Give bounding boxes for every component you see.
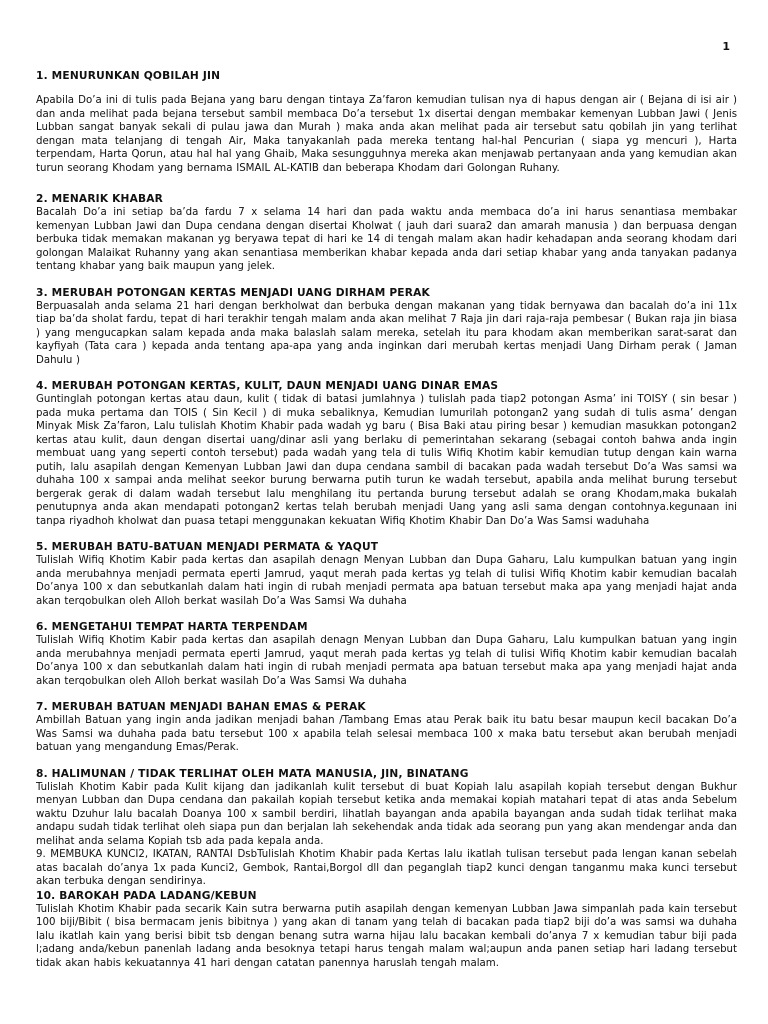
section-heading: 8. HALIMUNAN / TIDAK TERLIHAT OLEH MATA MANUSIA, JIN, BINATANG: [36, 767, 469, 780]
section-body: Tulislah Khotim Khabir pada secarik Kain sutra berwarna putih asapilah dengan kemenyan Lubban Jawa simpanlah pada kain tersebut 100 biji/Bibit ( bisa bermacam jenis bibitnya ) yang akan di tanam yang telah di bacakan pada tiap2 biji do’a was samsi wa duhaha lalu ikatlah kain yang berisi bibit tsb dengan benang sutra warna hijau lalu bacakan kembali do’anya 7 x kemudian tabur biji pada l;adang anda/kebun panenlah ladang anda besoknya tetapi harus tengah malam wal;aupun anda panen setiap hari ladang tersebut tidak akan habis kekuatannya 41 hari dengan catatan panennya haruslah tengah malam.: [36, 903, 737, 969]
section-heading: 1. MENURUNKAN QOBILAH JIN: [36, 70, 221, 82]
section-6: [36, 620, 737, 688]
section-10: [36, 889, 737, 971]
section-body: Tulislah Wifiq Khotim Kabir pada kertas dan asapilah denagn Menyan Lubban dan Dupa Gaharu, Lalu kumpulkan batuan yang ingin anda merubahnya menjadi permata eperti Jamrud, yaqut merah pada kertas yg telah di tulisi Wifiq Khotim kabir kemudian bacalah Do’anya 100 x dan sebutkanlah dalam hati ingin di rubah menjadi permata apa batuan tersebut maka apa yang menjadi hajat anda akan terqobulkan oleh Alloh berkat wasilah Do’a Was Samsi Wa duhaha: [36, 635, 737, 687]
section-heading: 3. MERUBAH POTONGAN KERTAS MENJADI UANG DIRHAM PERAK: [36, 286, 430, 299]
section-body: Bacalah Do’a ini setiap ba’da fardu 7 x selama 14 hari dan pada waktu anda membaca do’a ini harus senantiasa membakar kemenyan Lubban Jawi dan Dupa cendana dengan disertai Kholwat ( jauh dari suara2 dan amarah manusia ) dan berpuasa dengan berbuka tidak memakan makanan yg beryawa tepat di hari ke 14 di tengah malam akan hadir kehadapan anda seorang khodam dari golongan Malaikat Ruhanny yang akan senantiasa memberikan khabar kepada anda dari setiap khabar yang anda tanyakan padanya tentang khabar yang baik maupun yang jelek.: [36, 207, 737, 272]
section-heading: 7. MERUBAH BATUAN MENJADI BAHAN EMAS & PERAK: [36, 701, 366, 713]
section-1: [36, 69, 737, 175]
section-heading: 6. MENGETAHUI TEMPAT HARTA TERPENDAM: [36, 621, 308, 633]
section-body: Berpuasalah anda selama 21 hari dengan berkholwat dan berbuka dengan makanan yang tidak bernyawa dan bacalah do’a ini 11x tiap ba’da sholat fardu, tepat di hari terakhir tengah malam anda akan melihat 7 Raja jin dari raja-raja pembesar ( Bukan raja jin biasa ) yang mengucapkan salam kepada anda maka balaslah salam mereka, setelah itu para khodam akan memberikan sarat-sarat dan kayfiyah (Tata cara ) kepada anda tentang apa-apa yang anda inginkan dari merubah kertas menjadi Uang Dirham perak ( Jaman Dahulu ): [36, 300, 737, 366]
section-body: Guntinglah potongan kertas atau daun, kulit ( tidak di batasi jumlahnya ) tulislah pada tiap2 potongan Asma’ ini TOISY ( sin besar ) pada muka pertama dan TOIS ( Sin Kecil ) di muka sebaliknya, Kemudian lumurilah potongan2 yang sudah di tulis asma’ dengan Minyak Misk Za’faron, Lalu tulislah Khotim Khabir pada wadah yg baru ( Bisa Baki atau piring besar ) kemudian masukkan potongan2 kertas atau kulit, daun dengan disertai uang/dinar asli yang berlaku di pemerintahan sekarang (sebagai contoh bahwa anda ingin membuat uang yang seperti contoh tersebut) pada wadah yang tela di tulis Wifiq Khotim kabir kemudian tutup dengan kain warna putih, lalu asapilah dengan Kemenyan Lubban Jawi dan dupa cendana sambil di bacakan pada wadah tersebut Do’a Was samsi wa duhaha 100 x sampai anda melihat seekor burung berwarna putih turun ke wadah tersebut, apabila anda melihat burung tersebut bergerak gerak di dalam wadah tersebut lalu menghilang itu pertanda burung tersebut adalah se orang Khodam,maka bukalah penutupnya anda akan mendapati potongan2 kertas telah berubah menjadi Uang yang asli sama dengan contohnya.kegunaan ini tanpa riyadhoh kholwat dan puasa tetapi menggunakan kekuatan Wifiq Khotim Khabir Dan Do’a Was Samsi waduhaha: [36, 394, 737, 527]
section-heading: 4. MERUBAH POTONGAN KERTAS, KULIT, DAUN MENJADI UANG DINAR EMAS: [36, 380, 499, 392]
section-body: Tulislah Wifiq Khotim Kabir pada kertas dan asapilah denagn Menyan Lubban dan Dupa Gaharu, Lalu kumpulkan batuan yang ingin anda merubahnya menjadi permata eperti Jamrud, yaqut merah pada kertas yg telah di tulisi Wifiq Khotim kabir kemudian bacalah Do’anya 100 x dan sebutkanlah dalam hati ingin di rubah menjadi permata apa batuan tersebut maka apa yang menjadi hajat anda akan terqobulkan oleh Alloh berkat wasilah Do’a Was Samsi Wa duhaha: [36, 555, 737, 607]
section-7: [36, 700, 737, 755]
section-5: [36, 540, 737, 608]
section-8: [36, 767, 737, 889]
section-heading: 10. BAROKAH PADA LADANG/KEBUN: [36, 889, 257, 902]
section-3: [36, 286, 737, 368]
section-body: Apabila Do’a ini di tulis pada Bejana yang baru dengan tintaya Za’faron kemudian tulisan nya di hapus dengan air ( Bejana di isi air ) dan anda melihat pada bejana tersebut sambil membaca Do’a tersebut 1x disertai dengan membakar kemenyan Lubban Jawi ( Jenis Lubban sangat banyak sekali di pulau jawa dan Murah ) maka anda akan melihat pada air tersebut satu qobilah jin yang terlihat dengan mata telanjang di tengah Air, Maka tanyakanlah pada mereka tentang hal-hal Pencurian ( siapa yg mencuri ), Harta terpendam, Harta Qorun, atau hal hal yang Ghaib, Maka sesungguhnya mereka akan menjawab pertanyaan anda yang kemudian akan turun seorang Khodam yang bernama ISMAIL AL-KATIB dan beberapa Khodam dari Golongan Ruhany.: [36, 95, 737, 174]
section-body: Tulislah Khotim Kabir pada Kulit kijang dan jadikanlah kulit tersebut di buat Kopiah lalu asapilah kopiah tersebut dengan Bukhur menyan Lubban dan Dupa cendana dan pakailah kopiah tersebut ketika anda memakai kopiah matahari tepat di atas anda Sebelum waktu Dzuhur lalu bacalah Doanya 100 x sambil berdiri, lihatlah bayangan anda apabila bayangan anda sudah tidak terlihat maka andapu sudah tidak terlihat oleh siapa pun dan berjalan lah sekehendak anda tidak ada seorang pun yang akan mendengar anda dan melihat anda selama Kopiah tsb ada pada kepala anda.: [36, 781, 737, 847]
section-body: Ambillah Batuan yang ingin anda jadikan menjadi bahan /Tambang Emas atau Perak baik itu batu besar maupun kecil bacakan Do’a Was Samsi wa duhaha pada batu tersebut 100 x apabila telah selesai membaca 100 x maka batu tersebut akan berubah menjadi batuan yang mengandung Emas/Perak.: [36, 715, 737, 753]
section-9-inline: 9. MEMBUKA KUNCI2, IKATAN, RANTAI DsbTulislah Khotim Khabir pada Kertas lalu ikatlah tulisan tersebut pada lengan kanan sebelah atas bacalah do’anya 1x pada Kunci2, Gembok, Rantai,Borgol dll dan peganglah tiap2 kunci dengan tanganmu maka kunci tersebut akan terbuka dengan sendirinya.: [36, 849, 737, 887]
section-heading: 5. MERUBAH BATU-BATUAN MENJADI PERMATA & YAQUT: [36, 541, 379, 553]
section-heading: 2. MENARIK KHABAR: [36, 193, 164, 205]
section-4: [36, 379, 737, 528]
section-2: [36, 192, 737, 274]
page-number: 1: [722, 40, 730, 53]
